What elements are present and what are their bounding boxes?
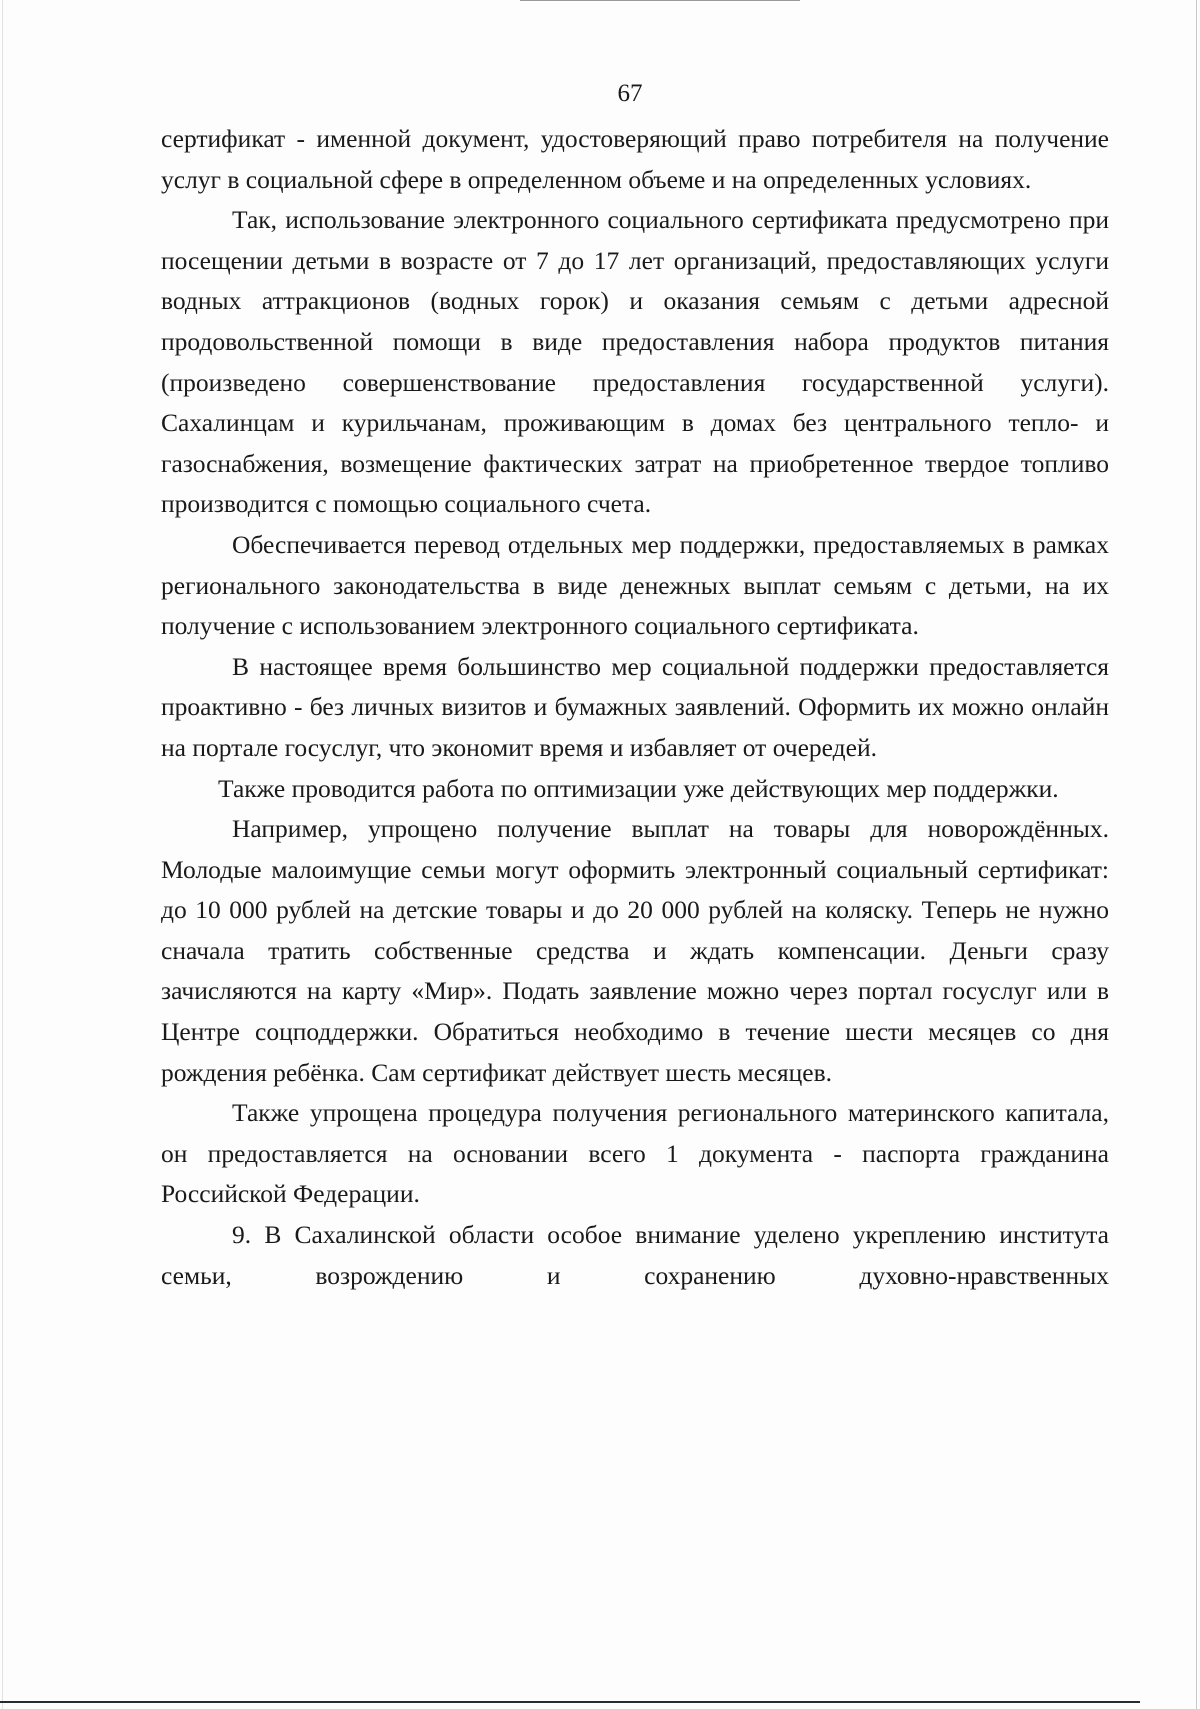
paragraph: 9. В Сахалинской области особое внимание уделено укреплению института семьи, возрождению и сохранению духовно-нравственных [161,1220,1109,1290]
paragraph: Также проводится работа по оптимизации уже действующих мер поддержки. [218,773,1059,803]
paragraph: Обеспечивается перевод отдельных мер поддержки, предоставляемых в рамках регионального законодательства в виде денежных выплат семьям с детьми, на их получение с использованием электронного социального сертификата. [161,529,1109,641]
scan-edge-top [520,0,800,1]
paragraph: сертификат - именной документ, удостоверяющий право потребителя на получение услуг в социальной сфере в определенном объеме и на определенных условиях. [161,124,1109,194]
scan-edge-bottom [0,1701,1140,1703]
paragraph: В настоящее время большинство мер социальной поддержки предоставляется проактивно - без личных визитов и бумажных заявлений. Оформить их можно онлайн на портале госуслуг, что экономит время и избавляет от очередей. [161,651,1109,762]
page-number: 67 [617,80,643,107]
scan-edge-right [1196,0,1197,1709]
scan-edge-left [2,0,3,1709]
paragraph: Например, упрощено получение выплат на товары для новорождённых. Молодые малоимущие семьи могут оформить электронный социальный сертификат: до 10 000 рублей на детские товары и до 20 000 рублей на коляску. Теперь не нужно сначала тратить собственные средства и ждать компенсации. Деньги сразу зачисляются на карту «Мир». Подать заявление можно через портал госуслуг или в Центре соцподдержки. Обратиться необходимо в течение шести месяцев со дня рождения ребёнка. Сам сертификат действует шесть месяцев. [161,814,1109,1087]
paragraph: Также упрощена процедура получения регионального материнского капитала, он предоставляется на основании всего 1 документа - паспорта гражданина Российской Федерации. [161,1098,1109,1209]
paragraph: Так, использование электронного социального сертификата предусмотрено при посещении детьми в возрасте от 7 до 17 лет организаций, предоставляющих услуги водных аттракционов (водных горок) и оказания семьям с детьми адресной продовольственной помощи в виде предоставления набора продуктов питания (произведено совершенствование предоставления государственной услуги). Сахалинцам и курильчанам, проживающим в домах без центрального тепло- и газоснабжения, возмещение фактических затрат на приобретенное твердое топливо производится с помощью социального счета. [161,205,1109,519]
document-body [161,119,1109,1296]
